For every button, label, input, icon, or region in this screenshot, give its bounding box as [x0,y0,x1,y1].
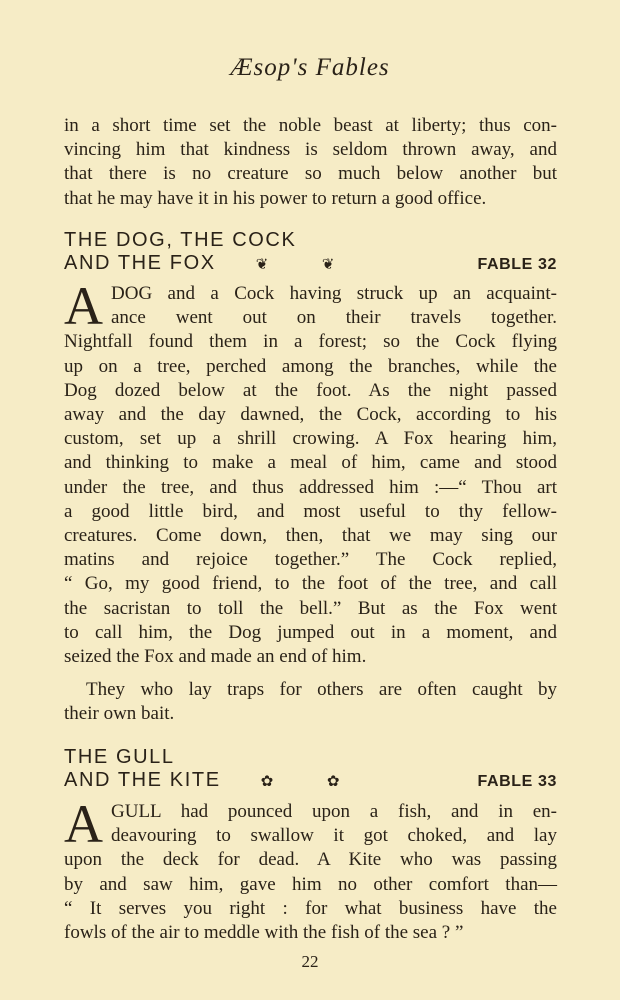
text-line: “ Go, my good friend, to the foot of the tree, and call [64,573,557,595]
fable-number: FABLE 33 [477,773,557,790]
text-line: “ It serves you right : for what business have the [64,897,557,919]
fable-32-heading [64,229,557,276]
text-line: creatures. Come down, then, that we may sing our [64,525,557,547]
text-line: their own bait. [64,703,175,725]
fleuron-ornament-icon: ✿ [260,773,275,790]
text-line: ance went out on their travels together. [111,307,557,329]
text-line: by and saw him, gave him no other comfort than— [64,873,557,895]
text-line: custom, set up a shrill crowing. A Fox hearing him, [64,428,557,450]
text-line: They who lay traps for others are often caught by [86,679,557,700]
fable-33-heading [64,746,557,793]
text-line: vincing him that kindness is seldom thrown away, and [64,139,557,161]
fleuron-ornament-icon: ❦ [321,256,337,273]
fable-title-line: AND THE KITE [64,769,221,791]
text-line: a good little bird, and most useful to thy fellow- [64,500,557,522]
fable-number: FABLE 32 [477,256,557,273]
running-head: Æsop's Fables [230,54,390,81]
text-line: away and the day dawned, the Cock, according to his [64,404,557,426]
text-line: Dog dozed below at the foot. As the night passed [64,379,557,401]
text-line: seized the Fox and made an end of him. [64,646,367,668]
fable-title-line: AND THE FOX [64,252,216,274]
text-line: under the tree, and thus addressed him :—“ Thou art [64,476,557,498]
fable-title-line: THE GULL [64,746,175,768]
opening-paragraph [64,114,557,211]
text-line: deavouring to swallow it got choked, and lay [111,825,557,847]
text-line: that he may have it in his power to return a good office. [64,187,487,209]
fleuron-ornament-icon: ❦ [255,256,270,273]
page-number: 22 [301,952,319,971]
drop-cap: A [64,276,103,336]
text-line: GULL had pounced upon a fish, and in en- [111,801,557,822]
text-line: and thinking to make a meal of him, came and stood [64,452,557,474]
text-line: that there is no creature so much below another but [64,163,557,185]
text-line: to call him, the Dog jumped out in a moment, and [64,621,557,643]
text-line: the sacristan to toll the bell.” But as the Fox went [64,597,557,619]
fable-33-body [64,794,557,945]
fleuron-ornament-icon: ✿ [326,773,341,790]
fable-32-body [64,276,557,669]
text-line: fowls of the air to meddle with the fish of the sea ? ” [64,922,464,944]
text-line: up on a tree, perched among the branches, while the [64,355,557,377]
text-line: in a short time set the noble beast at liberty; thus con- [64,115,557,136]
text-line: matins and rejoice together.” The Cock replied, [64,549,557,571]
text-line: Nightfall found them in a forest; so the Cock flying [64,331,557,353]
text-line: upon the deck for dead. A Kite who was passing [64,849,557,871]
fable-title-line: THE DOG, THE COCK [64,229,297,251]
text-line: DOG and a Cock having struck up an acquaint- [111,283,557,304]
drop-cap: A [64,794,103,854]
fable-32-moral [64,678,557,726]
